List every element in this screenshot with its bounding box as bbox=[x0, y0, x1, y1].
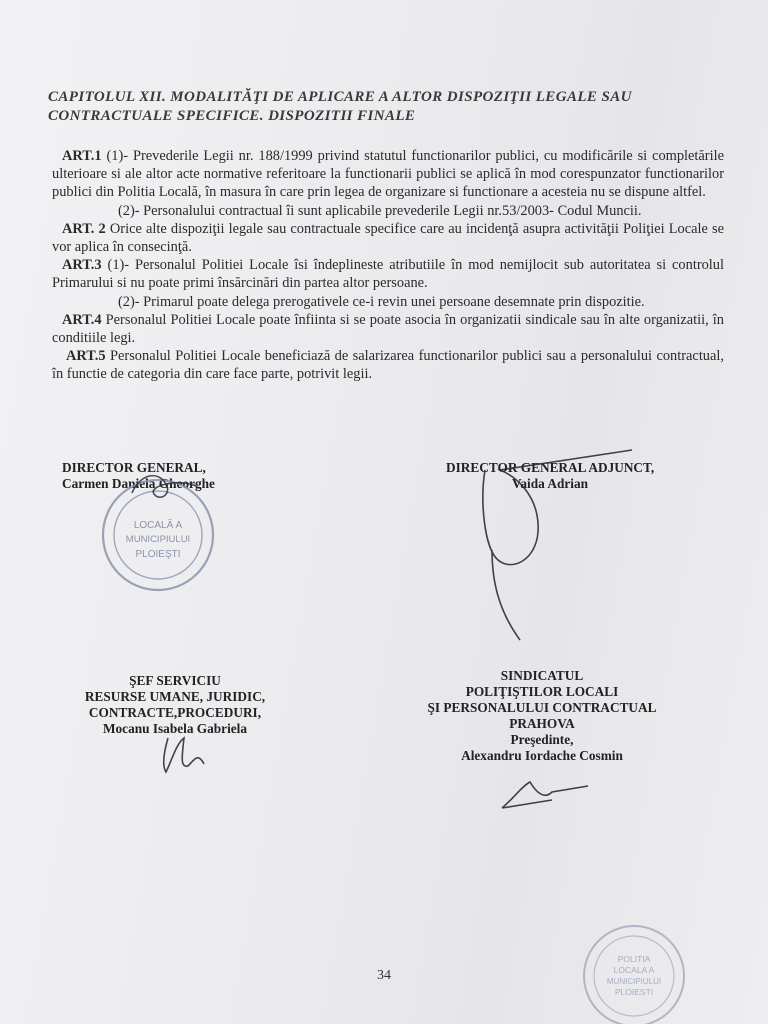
stamp-main-line-2: MUNICIPIULUI bbox=[125, 534, 191, 545]
sindicat-line-4: PRAHOVA bbox=[509, 716, 575, 731]
signature-sindicat-president bbox=[502, 782, 588, 808]
art2-text: Orice alte dispoziţii legale sau contractuale specifice care au incidenţă asupra activităţii Poliţiei Locale se vor aplica în consecinţă. bbox=[52, 220, 724, 256]
art2-number: ART. 2 bbox=[62, 220, 106, 237]
art1-text-1: (1)- Prevederile Legii nr. 188/1999 privind statutul functionarilor publici, cu modificările si completările ulterioare si ale altor acte normative referitoare la functionarii publici se aplică în mod corespunzator functionarilor publici din Politia Locală, în masura în care prin legea de organizare si functionare a acesteia nu se dispune altfel. bbox=[52, 148, 724, 201]
sindicat-line-3: ŞI PERSONALULUI CONTRACTUAL bbox=[427, 700, 657, 715]
signature-director-adjunct bbox=[483, 450, 632, 640]
art4-number: ART.4 bbox=[62, 311, 102, 328]
sef-serviciu-name: Mocanu Isabela Gabriela bbox=[102, 721, 248, 736]
sindicat-line-1: SINDICATUL bbox=[500, 668, 584, 683]
art3-text-1: (1)- Personalul Politiei Locale îsi îndeplineste atributiile în mod nemijlocit sub autoritatea si controlul Primarului si nu poate primi însărcinări din partea altor persoane. bbox=[52, 257, 724, 292]
sef-serviciu-line-1: ŞEF SERVICIU bbox=[129, 673, 221, 688]
director-general-name: Carmen Daniela Gheorghe bbox=[62, 476, 215, 491]
stamp-corner-line-1: POLITIA bbox=[617, 954, 651, 964]
art3-number: ART.3 bbox=[62, 257, 102, 274]
art1-number: ART.1 bbox=[62, 148, 102, 164]
art3-text-2: (2)- Primarul poate delega prerogativele ce-i revin unei persoane desemnate prin dispozitie. bbox=[118, 293, 645, 310]
art5-text: Personalul Politiei Locale beneficiază de salarizarea functionarilor publici sau a personalului contractual, în functie de categoria din care face parte, potrivit legii. bbox=[52, 348, 724, 383]
sindicat-role: Preşedinte, bbox=[510, 732, 574, 747]
stamp-corner-line-2: LOCALA A bbox=[613, 965, 655, 975]
signature-sef-serviciu bbox=[164, 738, 204, 772]
director-adjunct-name: Vaida Adrian bbox=[512, 476, 588, 491]
sef-serviciu-line-3: CONTRACTE,PROCEDURI, bbox=[88, 705, 262, 720]
stamp-corner-line-4: PLOIESTI bbox=[614, 987, 654, 997]
page-number: 34 bbox=[377, 968, 391, 983]
director-general-title: DIRECTOR GENERAL, bbox=[62, 460, 206, 475]
art1-text-2: (2)- Personalului contractual îi sunt aplicabile prevederile Legii nr.53/2003- Codul Muncii. bbox=[118, 202, 642, 219]
art4-text: Personalul Politiei Locale poate înfiinta si se poate asocia în organizatii sindicale sau în alte organizatii, în conditiile legi. bbox=[52, 311, 724, 347]
stamp-corner-line-3: MUNICIPIULUI bbox=[606, 977, 662, 986]
sindicat-line-2: POLIŢIŞTILOR LOCALI bbox=[465, 684, 619, 699]
art5-number: ART.5 bbox=[66, 348, 106, 365]
director-adjunct-title: DIRECTOR GENERAL ADJUNCT, bbox=[446, 460, 655, 475]
chapter-heading-line-2: CONTRACTUALE SPECIFICE. DISPOZITII FINALE bbox=[48, 108, 416, 124]
sef-serviciu-line-2: RESURSE UMANE, JURIDIC, bbox=[84, 689, 266, 704]
chapter-heading-line-1: CAPITOLUL XII. MODALITĂŢI DE APLICARE A ALTOR DISPOZIŢII LEGALE SAU bbox=[48, 89, 632, 105]
stamp-main-line-3: PLOIEŞTI bbox=[135, 549, 181, 560]
stamp-main-line-1: LOCALĂ A bbox=[133, 520, 183, 531]
sindicat-name: Alexandru Iordache Cosmin bbox=[461, 748, 623, 763]
